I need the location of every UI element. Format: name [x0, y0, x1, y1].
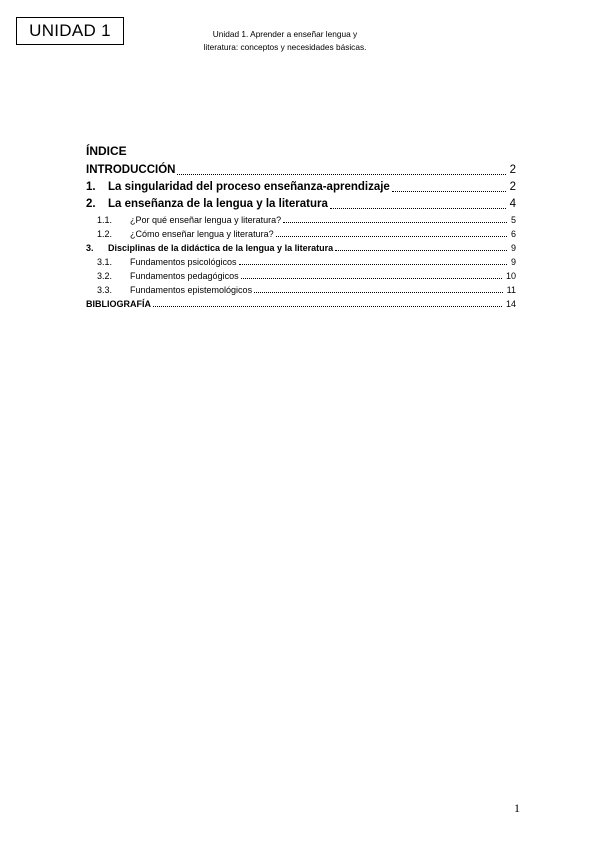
- toc-entry-text: INTRODUCCIÓN: [86, 164, 176, 176]
- toc-entry-bibliografia[interactable]: [86, 297, 516, 311]
- toc-entry-1-1[interactable]: [86, 213, 516, 227]
- toc-entry-introduccion[interactable]: [86, 162, 516, 179]
- toc-entry-text: Fundamentos epistemológicos: [130, 285, 253, 295]
- toc-entry-page: 5: [510, 215, 516, 225]
- toc-entry-page: 9: [510, 257, 516, 267]
- toc-leader-dots: [177, 173, 505, 175]
- toc-entry-3-3[interactable]: [86, 283, 516, 297]
- toc-entry-page: 2: [509, 181, 516, 193]
- toc-entry-number: 1.2.: [97, 229, 113, 239]
- toc-entry-page: 4: [509, 198, 516, 210]
- toc-entry-number: 3.3.: [97, 285, 113, 295]
- toc-entry-text: BIBLIOGRAFÍA: [86, 299, 151, 309]
- toc-entry-number: 1.1.: [97, 215, 113, 225]
- toc-entry-3[interactable]: [86, 241, 516, 255]
- toc-entry-page: 9: [510, 243, 516, 253]
- toc-entry-1[interactable]: [86, 179, 516, 196]
- toc-leader-dots: [330, 207, 506, 209]
- toc-entry-3-1[interactable]: [86, 255, 516, 269]
- header-title-line-2: literatura: conceptos y necesidades básicas.: [203, 42, 367, 52]
- table-of-contents: [86, 144, 516, 311]
- toc-heading: ÍNDICE: [86, 144, 127, 158]
- toc-entry-number: 1.: [86, 181, 96, 193]
- toc-leader-dots: [254, 291, 503, 293]
- toc-entry-text: ¿Cómo enseñar lengua y literatura?: [130, 229, 274, 239]
- toc-entry-text: ¿Por qué enseñar lengua y literatura?: [130, 215, 282, 225]
- toc-leader-dots: [335, 249, 507, 251]
- toc-leader-dots: [239, 263, 507, 265]
- unit-label: UNIDAD 1: [16, 17, 124, 45]
- document-header-title: [185, 28, 385, 54]
- toc-entry-number: 2.: [86, 198, 96, 210]
- toc-entry-number: 3.2.: [97, 271, 113, 281]
- toc-leader-dots: [283, 221, 507, 223]
- toc-entry-1-2[interactable]: [86, 227, 516, 241]
- toc-leader-dots: [241, 277, 502, 279]
- toc-entry-page: 6: [510, 229, 516, 239]
- toc-leader-dots: [392, 190, 506, 192]
- toc-entry-text: Fundamentos pedagógicos: [130, 271, 239, 281]
- toc-entry-text: La enseñanza de la lengua y la literatura: [108, 198, 328, 210]
- toc-entry-page: 14: [505, 299, 516, 309]
- page-number: 1: [514, 801, 520, 815]
- toc-leader-dots: [153, 305, 502, 307]
- toc-entry-page: 11: [506, 285, 516, 295]
- toc-entry-3-2[interactable]: [86, 269, 516, 283]
- toc-entry-text: La singularidad del proceso enseñanza-aprendizaje: [108, 181, 390, 193]
- toc-leader-dots: [276, 235, 507, 237]
- toc-entry-text: Fundamentos psicológicos: [130, 257, 237, 267]
- toc-entry-number: 3.1.: [97, 257, 113, 267]
- toc-entry-text: Disciplinas de la didáctica de la lengua y la literatura: [108, 243, 334, 253]
- header-title-line-1: Unidad 1. Aprender a enseñar lengua y: [212, 29, 358, 39]
- toc-entry-number: 3.: [86, 243, 94, 253]
- toc-entry-2[interactable]: [86, 196, 516, 213]
- toc-entry-page: 10: [505, 271, 516, 281]
- toc-entry-page: 2: [509, 164, 516, 176]
